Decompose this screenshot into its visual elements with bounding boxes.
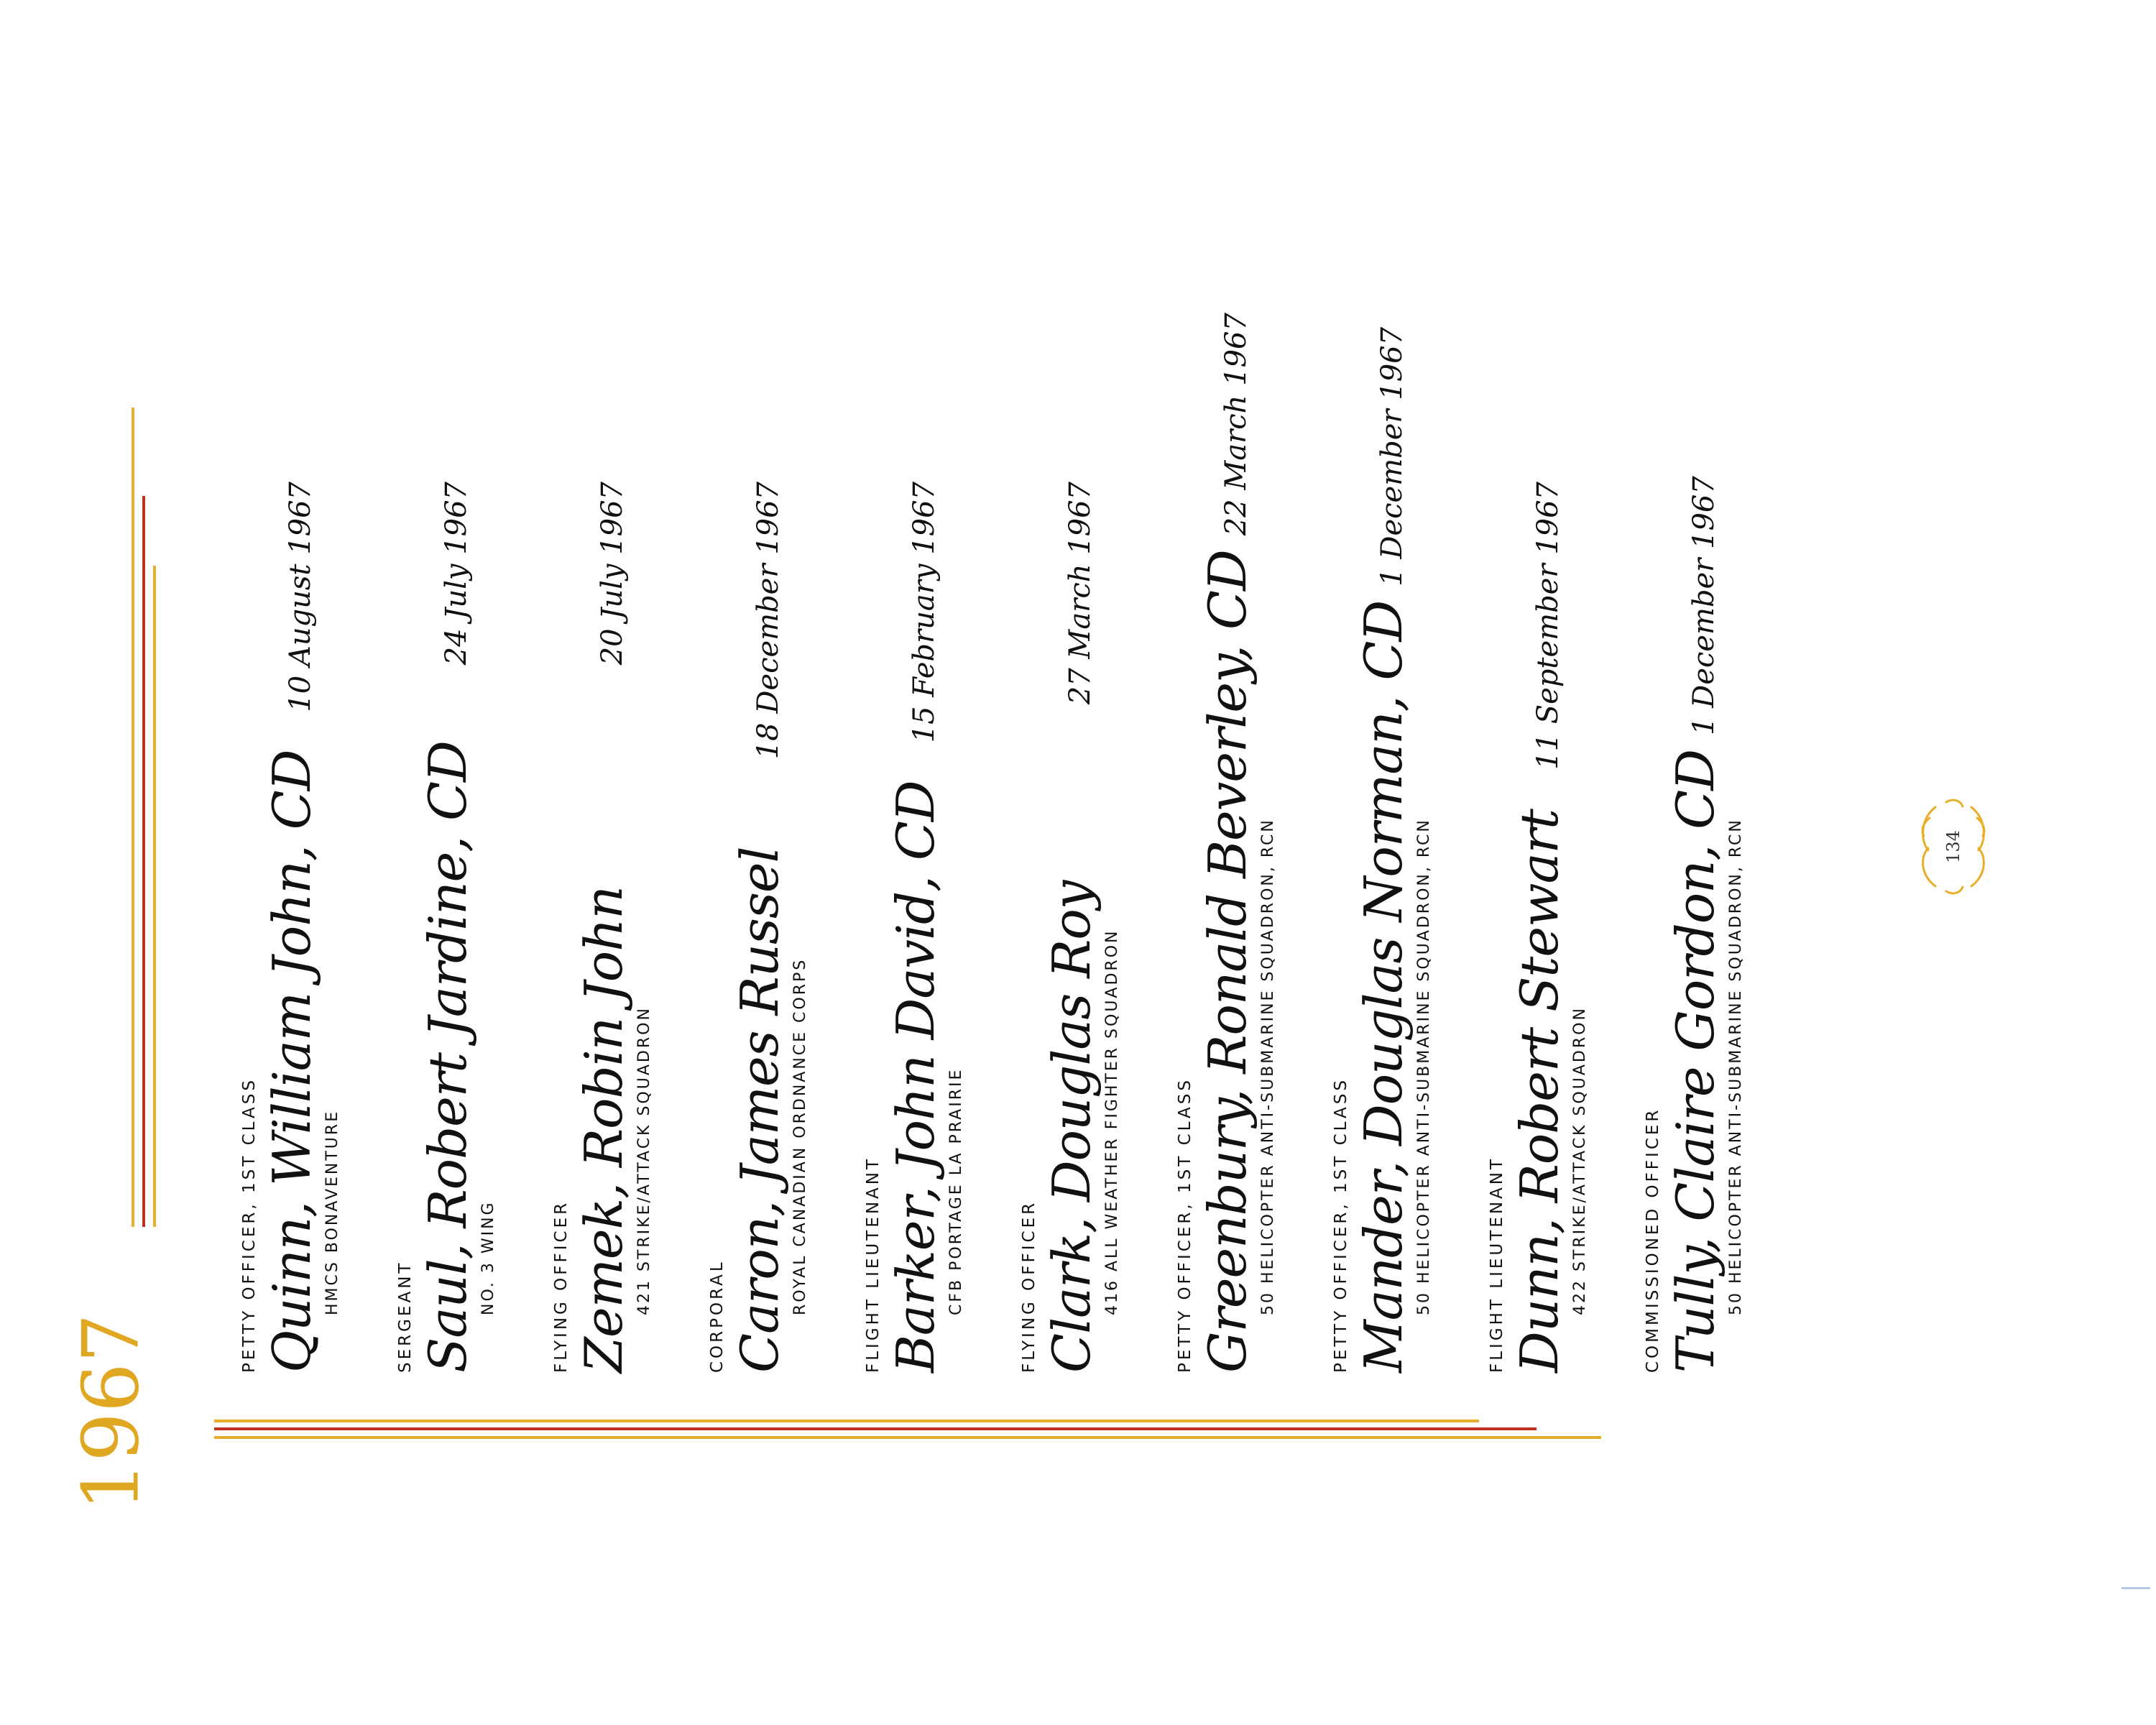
- vertical-gold-rule-outer: [132, 408, 134, 1227]
- entry-date: 11 September 1967: [1531, 482, 1565, 770]
- entry-name: Tully, Claire Gordon, CD: [1665, 750, 1726, 1373]
- memorial-entry: [705, 482, 811, 1373]
- entry-date: 1 December 1967: [1376, 326, 1409, 586]
- entry-unit: 421 STRIKE/ATTACK SQUADRON: [635, 1006, 653, 1315]
- entry-name-line: [729, 482, 790, 1373]
- entry-unit: CFB PORTAGE LA PRAIRIE: [947, 1067, 965, 1315]
- entry-rank: COMMISSIONED OFFICER: [1644, 1107, 1662, 1373]
- entry-name-line: [1353, 326, 1414, 1373]
- entry-unit: HMCS BONAVENTURE: [323, 1109, 341, 1315]
- entry-unit: 422 STRIKE/ATTACK SQUADRON: [1571, 1006, 1589, 1315]
- entry-rank: PETTY OFFICER, 1ST CLASS: [1176, 1077, 1194, 1373]
- entry-name-line: [885, 482, 946, 1373]
- entry-date: 10 August 1967: [284, 482, 317, 712]
- horizontal-gold-rule-bottom: [214, 1436, 1601, 1439]
- entry-rank: CORPORAL: [708, 1259, 727, 1373]
- entry-name: Mander, Douglas Norman, CD: [1353, 600, 1414, 1373]
- memorial-entry: [549, 482, 655, 1373]
- entry-rank: PETTY OFFICER, 1ST CLASS: [240, 1077, 259, 1373]
- entry-name-line: [573, 482, 634, 1373]
- entry-rank: PETTY OFFICER, 1ST CLASS: [1332, 1077, 1350, 1373]
- entry-rank: FLIGHT LIEUTENANT: [864, 1156, 883, 1373]
- memorial-entry: [1329, 326, 1435, 1373]
- entry-date: 24 July 1967: [440, 482, 473, 666]
- memorial-entry: [1485, 482, 1591, 1373]
- year-text: 1967: [66, 1313, 157, 1512]
- entry-rank: FLYING OFFICER: [552, 1200, 571, 1373]
- memorial-entry: [861, 482, 967, 1373]
- entry-unit: ROYAL CANADIAN ORDNANCE CORPS: [791, 957, 809, 1315]
- entry-name: Greenbury, Ronald Beverley, CD: [1197, 550, 1258, 1373]
- entry-name: Clark, Douglas Roy: [1041, 880, 1102, 1373]
- entry-unit: 50 HELICOPTER ANTI-SUBMARINE SQUADRON, RCN: [1415, 818, 1433, 1315]
- memorial-entry: [1017, 482, 1123, 1373]
- entry-date: 20 July 1967: [596, 482, 629, 666]
- memorial-entry: [1641, 476, 1747, 1373]
- entry-unit: 50 HELICOPTER ANTI-SUBMARINE SQUADRON, RCN: [1259, 818, 1277, 1315]
- entry-name-line: [1509, 482, 1570, 1373]
- entry-name: Zemek, Robin John: [573, 886, 634, 1373]
- entry-name-line: [1665, 476, 1726, 1373]
- entry-name: Barker, John David, CD: [885, 781, 946, 1373]
- entry-name: Quinn, William John, CD: [262, 750, 322, 1373]
- entry-date: 22 March 1967: [1220, 313, 1253, 536]
- vertical-gold-rule-inner: [153, 566, 156, 1227]
- memorial-entry: [393, 482, 499, 1373]
- entry-name-line: [1041, 482, 1102, 1373]
- entry-name-line: [418, 482, 478, 1373]
- entry-rank: FLYING OFFICER: [1020, 1200, 1038, 1373]
- memorial-entry: [237, 482, 344, 1373]
- horizontal-red-rule: [214, 1427, 1537, 1430]
- entry-unit: 50 HELICOPTER ANTI-SUBMARINE SQUADRON, RCN: [1727, 818, 1745, 1315]
- entry-name: Caron, James Russel: [729, 847, 790, 1373]
- entry-date: 15 February 1967: [908, 482, 941, 743]
- scan-edge-mark: [2122, 1587, 2150, 1589]
- entry-date: 18 December 1967: [752, 482, 785, 760]
- entry-name: Saul, Robert Jardine, CD: [418, 741, 478, 1373]
- entry-date: 1 December 1967: [1687, 476, 1720, 735]
- entry-unit: NO. 3 WING: [479, 1200, 497, 1315]
- entry-unit: 416 ALL WEATHER FIGHTER SQUADRON: [1103, 929, 1121, 1315]
- memorial-entry: [1173, 313, 1279, 1373]
- entry-name-line: [1197, 313, 1258, 1373]
- entry-date: 27 March 1967: [1064, 482, 1097, 705]
- entry-rank: FLIGHT LIEUTENANT: [1488, 1156, 1506, 1373]
- entry-name-line: [262, 482, 322, 1373]
- page-number: 134: [1943, 830, 1963, 863]
- vertical-red-rule: [142, 496, 145, 1227]
- entry-name: Dunn, Robert Stewart: [1509, 809, 1570, 1373]
- horizontal-gold-rule-top: [214, 1420, 1479, 1422]
- entry-rank: SERGEANT: [396, 1260, 415, 1373]
